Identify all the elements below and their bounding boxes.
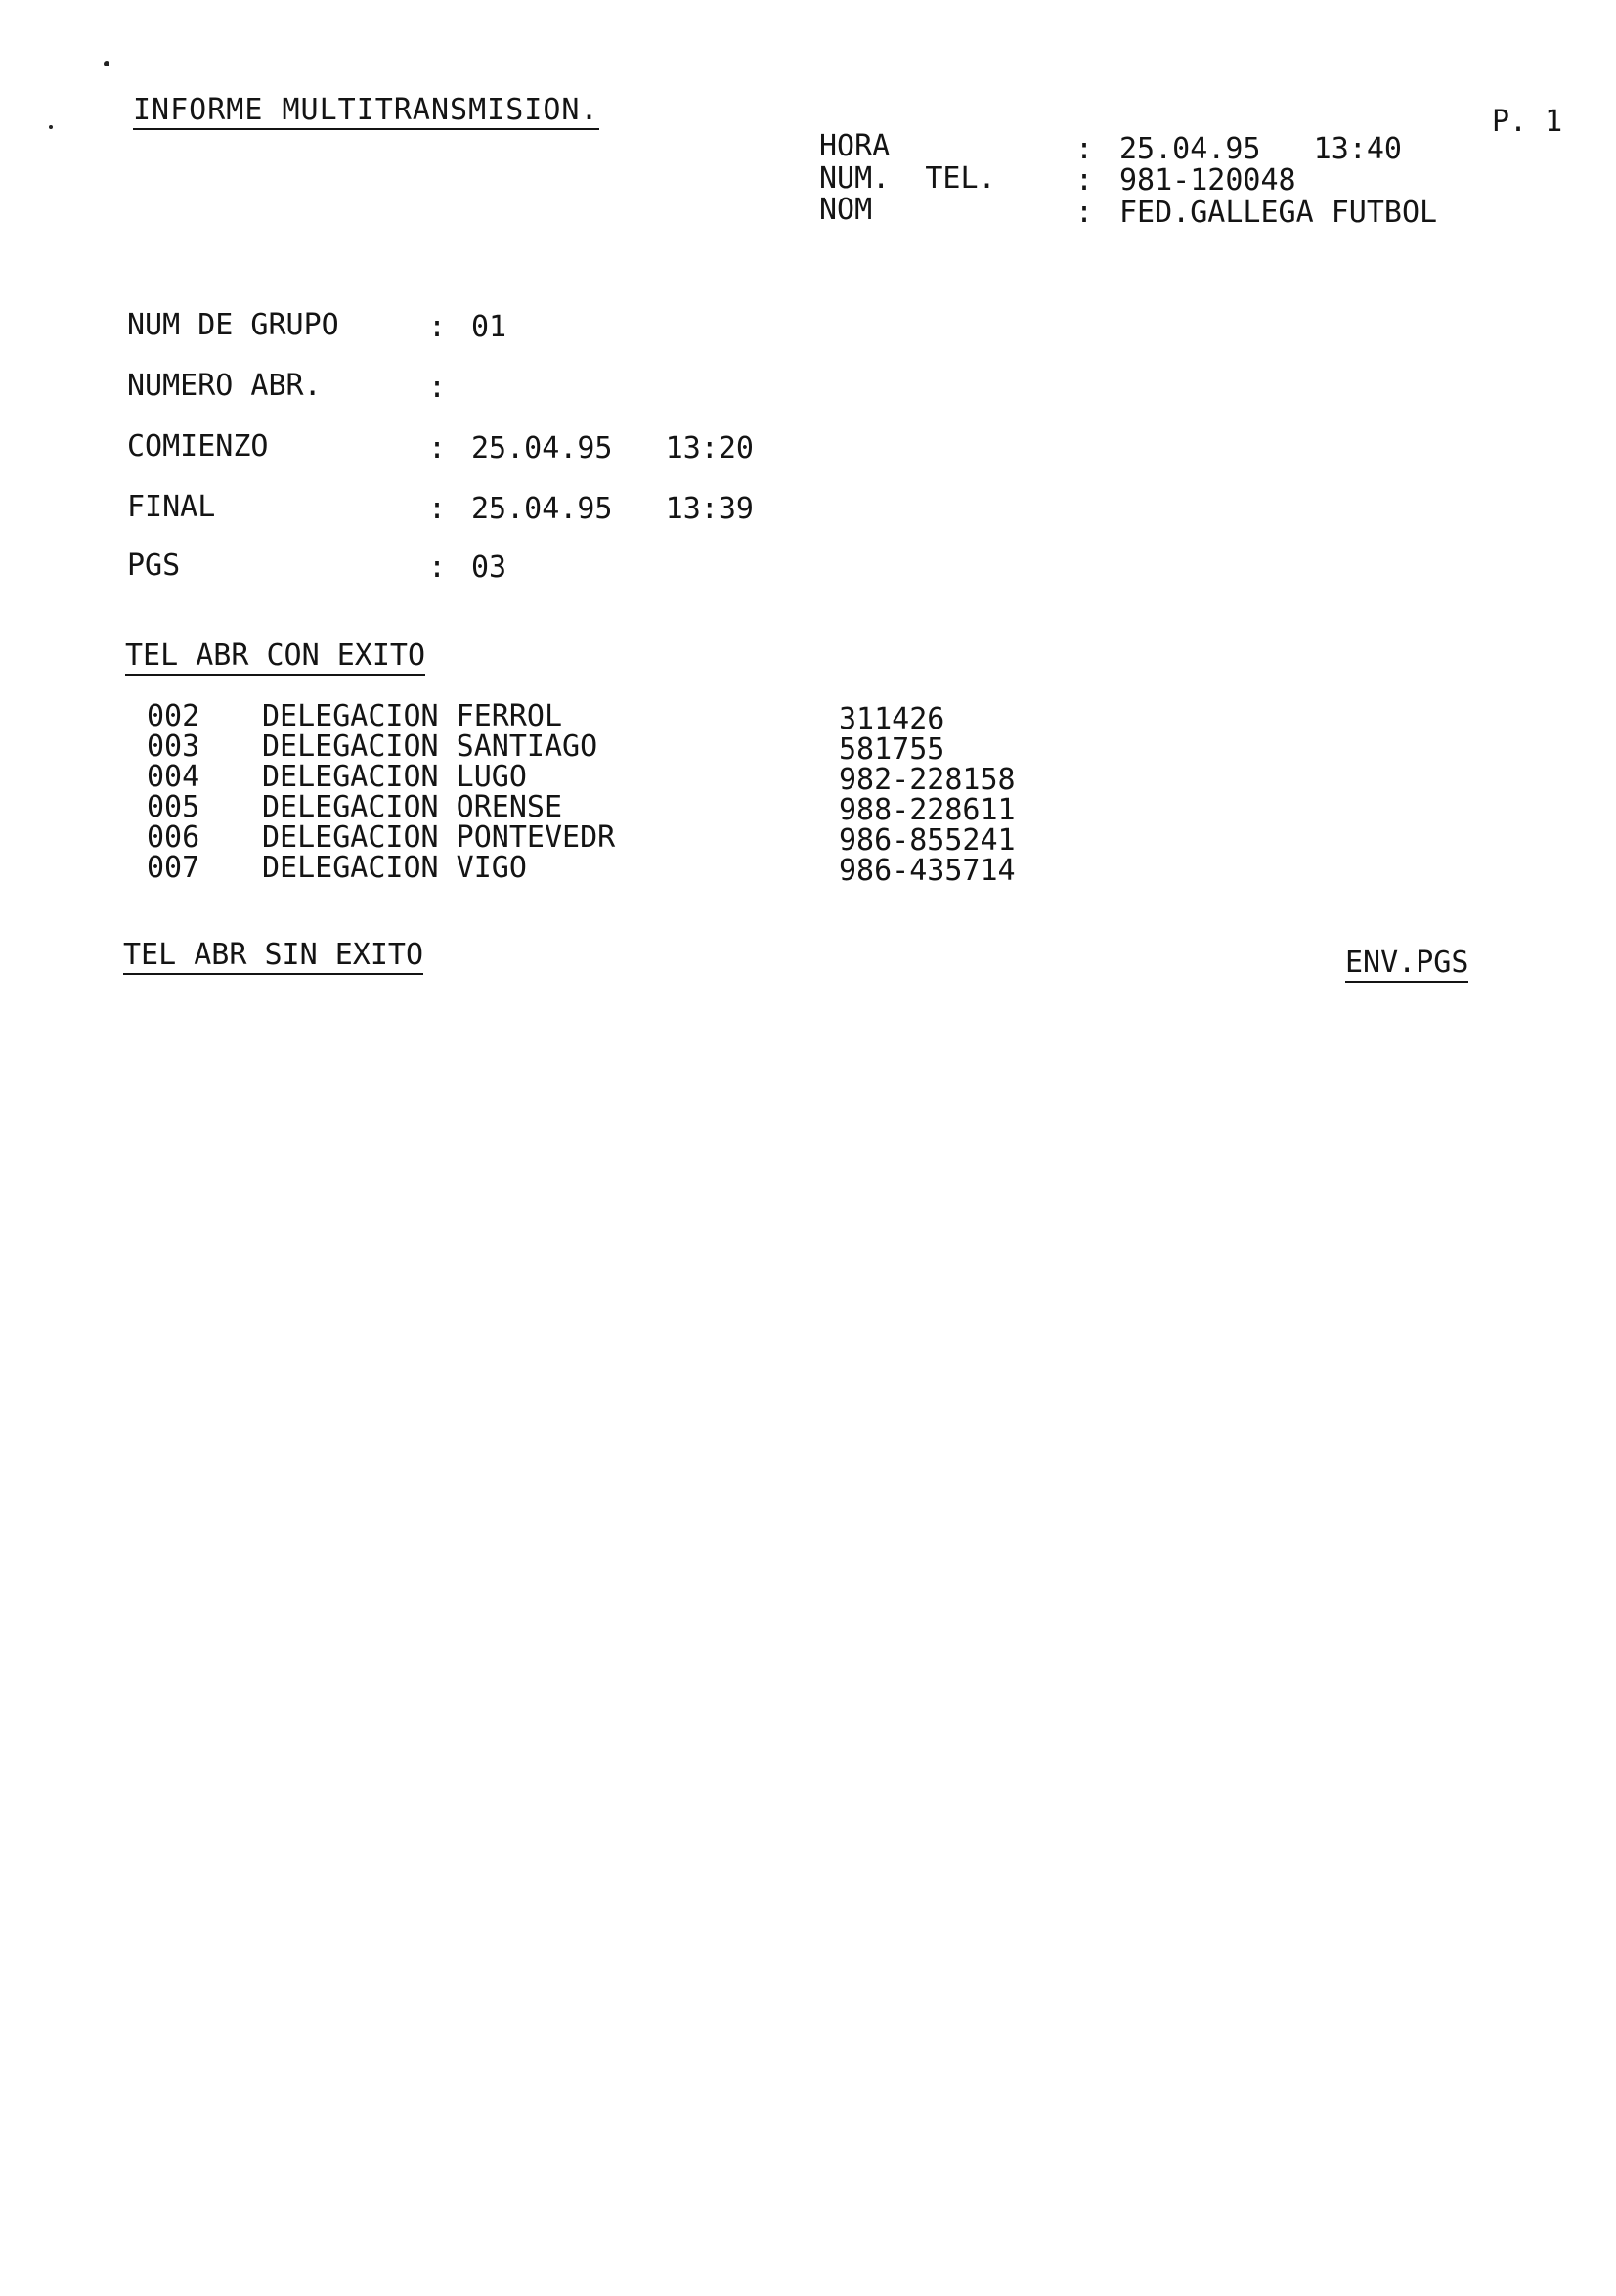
- entry-name: DELEGACION PONTEVEDR: [262, 820, 616, 855]
- nom-label: NOM: [819, 193, 873, 227]
- entry-phone: 311426: [839, 702, 945, 736]
- entry-phone: 982-228158: [839, 763, 1016, 797]
- nom-value: FED.GALLEGA FUTBOL: [1119, 196, 1438, 230]
- hora-label: HORA: [819, 129, 891, 163]
- pgs-value: 03: [471, 551, 507, 585]
- entry-name: DELEGACION SANTIAGO: [262, 729, 598, 764]
- hora-separator: :: [1075, 132, 1094, 166]
- entry-code: 005: [147, 790, 200, 824]
- final-separator: :: [428, 492, 447, 526]
- entry-name: DELEGACION LUGO: [262, 760, 527, 794]
- num-tel-value: 981-120048: [1119, 163, 1296, 198]
- num-tel-label: NUM. TEL.: [819, 161, 996, 196]
- scan-speck: [104, 61, 109, 66]
- pgs-separator: :: [428, 551, 447, 585]
- entry-phone: 986-855241: [839, 823, 1016, 858]
- list-item: [0, 760, 1173, 797]
- final-label: FINAL: [127, 490, 216, 524]
- grupo-value: 01: [471, 310, 507, 344]
- entry-code: 007: [147, 851, 200, 885]
- comienzo-label: COMIENZO: [127, 429, 269, 464]
- nom-separator: :: [1075, 196, 1094, 230]
- final-value: 25.04.95 13:39: [471, 492, 754, 526]
- numero-abr-separator: :: [428, 371, 447, 405]
- success-list: [0, 699, 1271, 898]
- list-item: [0, 820, 1173, 858]
- comienzo-value: 25.04.95 13:20: [471, 431, 754, 465]
- report-title: INFORME MULTITRANSMISION.: [133, 96, 599, 130]
- entry-code: 004: [147, 760, 200, 794]
- list-item: [0, 699, 1173, 736]
- entry-code: 002: [147, 699, 200, 733]
- entry-name: DELEGACION FERROL: [262, 699, 563, 733]
- entry-phone: 581755: [839, 732, 945, 767]
- comienzo-separator: :: [428, 431, 447, 465]
- entry-code: 006: [147, 820, 200, 855]
- list-item: [0, 851, 1173, 888]
- pgs-label: PGS: [127, 549, 181, 583]
- page-number: P. 1: [1492, 105, 1563, 139]
- entry-name: DELEGACION VIGO: [262, 851, 527, 885]
- entry-code: 003: [147, 729, 200, 764]
- entry-phone: 986-435714: [839, 854, 1016, 888]
- entry-phone: 988-228611: [839, 793, 1016, 827]
- env-pgs-column-label: ENV.PGS: [1345, 949, 1468, 983]
- list-item: [0, 729, 1173, 767]
- num-tel-separator: :: [1075, 163, 1094, 198]
- grupo-label: NUM DE GRUPO: [127, 308, 339, 342]
- scan-speck: [49, 125, 53, 129]
- failure-heading: TEL ABR SIN EXITO: [123, 941, 423, 975]
- hora-value: 25.04.95 13:40: [1119, 132, 1402, 166]
- success-heading: TEL ABR CON EXITO: [125, 641, 425, 676]
- entry-name: DELEGACION ORENSE: [262, 790, 563, 824]
- numero-abr-label: NUMERO ABR.: [127, 369, 322, 403]
- grupo-separator: :: [428, 310, 447, 344]
- list-item: [0, 790, 1173, 827]
